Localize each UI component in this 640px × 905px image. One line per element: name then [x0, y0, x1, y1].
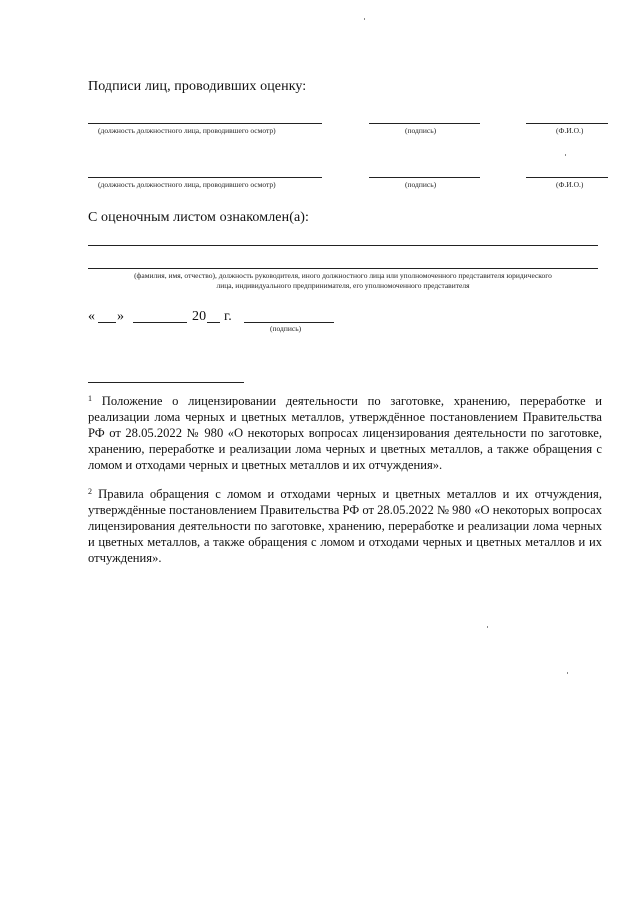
- name-line-1[interactable]: [526, 123, 608, 124]
- footnote-1-marker: 1: [88, 394, 92, 403]
- acknowledgement-heading: С оценочным листом ознакомлен(а):: [88, 210, 310, 225]
- position-line-1[interactable]: [88, 123, 322, 124]
- signature-caption-2: (подпись): [405, 180, 437, 189]
- footnote-2: [88, 484, 602, 566]
- footnote-separator: [88, 382, 244, 383]
- acknowledgement-caption-line2: лица, индивидуального предпринимателя, его уполномоченного представителя: [216, 281, 470, 290]
- name-line-2[interactable]: [526, 177, 608, 178]
- position-caption-2: (должность должностного лица, проводившего осмотр): [98, 180, 276, 189]
- name-caption-2: (Ф.И.О.): [556, 180, 584, 189]
- scan-speck: [364, 18, 365, 20]
- date-day-line[interactable]: [98, 322, 116, 323]
- date-close-quote: »: [117, 309, 125, 324]
- scan-speck: [565, 154, 566, 156]
- signatures-heading: Подписи лиц, проводивших оценку:: [88, 79, 307, 94]
- acknowledgement-line-2[interactable]: [88, 268, 598, 269]
- scan-speck: [487, 626, 488, 628]
- acknowledgement-line-1[interactable]: [88, 245, 598, 246]
- footnote-1: [88, 391, 602, 473]
- footnote-1-text: Положение о лицензировании деятельности по заготовке, хранению, переработке и реализации лома черных и цветных металлов, утверждённое постановлением Правительства РФ от 28.05.2022 № 980 «О некоторых вопросах лицензирования деятельности по заготовке, хранению, переработке и реализации лома черных и цветных металлов, а также обращения с ломом и отходами черных и цветных металлов и их отчуждения».: [88, 394, 602, 472]
- name-caption-1: (Ф.И.О.): [556, 126, 584, 135]
- footnote-2-marker: 2: [88, 487, 92, 496]
- position-line-2[interactable]: [88, 177, 322, 178]
- acknowledgement-caption-line1: (фамилия, имя, отчество), должность руководителя, иного должностного лица или уполномоченного представителя юридического: [134, 271, 552, 280]
- signature-caption-1: (подпись): [405, 126, 437, 135]
- date-year-suffix: г.: [224, 309, 232, 324]
- date-signature-line[interactable]: [244, 322, 334, 323]
- date-year-line[interactable]: [207, 322, 220, 323]
- date-year-prefix: 20: [192, 309, 207, 324]
- position-caption-1: (должность должностного лица, проводившего осмотр): [98, 126, 276, 135]
- date-open-quote: «: [88, 309, 96, 324]
- signature-line-2[interactable]: [369, 177, 480, 178]
- scan-speck: [567, 672, 568, 674]
- footnote-2-text: Правила обращения с ломом и отходами черных и цветных металлов и их отчуждения, утверждённые постановлением Правительства РФ от 28.05.2022 № 980 «О некоторых вопросах лицензирования деятельности по заготовке, хранению, переработке и реализации лома черных и цветных металлов, а также обращения с ломом и отходами черных и цветных металлов и их отчуждения».: [88, 487, 602, 565]
- signature-line-1[interactable]: [369, 123, 480, 124]
- date-signature-caption: (подпись): [270, 324, 302, 333]
- date-month-line[interactable]: [133, 322, 187, 323]
